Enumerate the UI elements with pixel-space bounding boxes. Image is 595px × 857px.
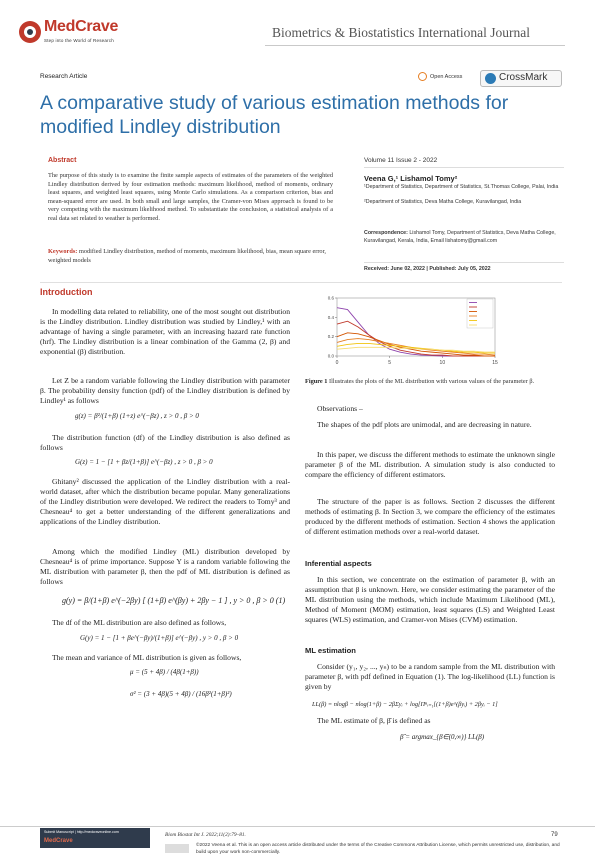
paragraph-ml-estimation: Consider (y₁, y₂, ..., yₙ) to be a random sample from the ML distribution with parameter β, with pdf defined in Equation (1). The log-likelihood (LL) function is given by [305,662,555,691]
intro-paragraph-7: The mean and variance of ML distribution is given as follows, [52,653,242,662]
y-tick-label: 0.2 [327,334,334,340]
volume-issue: Volume 11 Issue 2 - 2022 [364,157,438,164]
inferential-aspects-heading: Inferential aspects [305,559,372,568]
abstract-text: The purpose of this study is to examine the finite sample aspects of estimates of the parameters of the weighted Lindley distribution derived by four estimation methods: maximum likelihood, method of moments, ordinary least squares, and weighted least squares, using Monte Carlo simulations. As a comparison criterion, bias and mean-squared error are used. In both small and large samples, the Cramer-von Mises approach is found to be very competing with the maximum likelihood method. To substantiate the conclusion, a statistical analysis of a real data set related to weather is performed. [48,172,333,222]
y-tick-label: 0.6 [327,295,334,301]
x-tick-label: 5 [388,360,392,366]
header-divider [265,45,565,46]
dates: Received: June 02, 2022 | Published: July 05, 2022 [364,266,491,272]
chart-legend [467,299,493,328]
crossmark-icon [485,73,496,84]
keywords-text: modified Lindley distribution, method of moments, maximum likelihood, bias, mean square error, weighted models [48,248,326,264]
paragraph-structure: The structure of the paper is as follows. Section 2 discusses the different methods of estimating β. In Section 3, we compare the efficiency of the estimates produced by the different methods of estimation. Section 4 shows the application of different estimation methods over a real-world dataset. [305,497,555,536]
paragraph-inferential: In this section, we concentrate on the estimation of parameter β, with an assumption that β is unknown. Here, we consider estimating the parameter of the ML distribution using the methods, which include Maximum Likelihood (ML), Method of Moment (MOM) estimation, least squares (LS) and Weighted Least squares (WLS) estimation, and Cramer-von Mises (CVM) estimation. [305,575,555,624]
keywords [48,248,333,265]
figure-caption-label: Figure 1 [305,378,328,385]
affiliation-2: ²Department of Statistics, Deva Matha College, Kuravilangad, India [364,199,522,205]
abstract-heading: Abstract [48,157,77,164]
figure-caption [305,378,555,387]
equation-ml-df: G(y) = 1 − [1 + βe^(−βy)/(1+β)] e^(−βy) , y > 0 , β > 0 [80,634,239,642]
paragraph-ml-estimate: The ML estimate of β, β̂ is defined as [317,716,431,725]
footer-logo: MedCrave [44,838,73,844]
keywords-label: Keywords: [48,248,78,255]
ml-estimation-heading: ML estimation [305,646,356,655]
open-access-label: Open Access [430,74,463,80]
logo-name[interactable]: MedCrave [44,18,119,35]
article-type: Research Article [40,73,88,80]
figure-caption-text: Illustrates the plots of the ML distribution with various values of the parameter β. [329,378,535,385]
section-divider [40,282,562,283]
x-tick-label: 15 [492,360,498,366]
x-tick-label: 10 [439,360,446,366]
affiliation-1: ¹Department of Statistics, Department of Statistics, St.Thomas College, Palai, India [364,184,559,190]
paragraph-methods-intro: In this paper, we discuss the different methods to estimate the unknown single parameter β of the ML distribution. A simulation study is also conducted to compare the efficiency of different estimators. [305,450,555,479]
figure-1-chart [305,292,555,372]
equation-argmax: β̂ = argmax_{β∈(0,∞)} LL(β) [400,733,485,741]
correspondence [364,230,564,246]
license-text: ©2022 Veena et al. This is an open access article distributed under the terms of the Creative Commons Attribution License, which permits unrestricted use, distribution, and build upon your work non-commercially. [196,843,560,855]
intro-paragraph-6: The df of the ML distribution are also defined as follows, [52,618,227,627]
observations-label: Observations – [317,404,363,413]
correspondence-text[interactable]: Lishamol Tomy, Department of Statistics, Deva Matha College, Kuravilangad, Kerala, India, Email lishatomy@gmail.com [364,230,556,244]
equation-lindley-df: G(z) = 1 − [1 + βz/(1+β)] e^(−βz) , z > 0 , β > 0 [75,458,213,466]
submit-manuscript-link[interactable]: Submit Manuscript | http://medcraveonline.com [44,830,119,834]
article-title: A comparative study of various estimation methods for modified Lindley distribution [40,92,509,138]
intro-paragraph-5: Among which the modified Lindley (ML) distribution developed by Chesneau⁴ is of prime importance. Suppose Y is a random variable following the ML distribution with parameter β, then the pdf of ML distribution is defined as follows [40,547,290,586]
intro-paragraph-4: Ghitany² discussed the application of the Lindley distribution with a real-world dataset, after which the distribution became popular. Many generalizations of the Lindley distribution were developed. We redirect the readers to Tomy³ and Chesneau⁴ to get a better understanding of the different generalizations and applications of the Lindley distribution. [40,477,290,526]
intro-paragraph-1: In modelling data related to reliability, one of the most sought out distribution is the Lindley distribution. Lindley distribution was studied by Lindley,¹ with an advantage of having a single parameter, with an increasing hazard rate function (hrf). The Lindley distribution is a linear combination of the Gamma (2, β) and exponential (β) distribution. [40,307,290,356]
correspondence-label: Correspondence: [364,230,408,236]
equation-mean: μ = (5 + 4β) / (4β(1+β)) [130,668,199,676]
citation: Biom Biostat Int J. 2022;11(2):79–81. [165,832,246,838]
medcrave-logo-icon [18,20,42,44]
y-tick-label: 0.4 [327,314,334,320]
observations-text: The shapes of the pdf plots are unimodal, and are decreasing in nature. [317,420,532,429]
page-number: 79 [551,832,558,838]
open-access-icon [418,72,427,81]
introduction-heading: Introduction [40,287,93,297]
logo-tagline: Step into the World of Research [44,38,114,43]
footer-divider [0,826,595,827]
x-tick-label: 0 [335,360,339,366]
dates-divider [364,262,564,263]
equation-ml-pdf: g(y) = β/(1+β) e^(−2βy) [ (1+β) e^(βy) + 2βy − 1 ] , y > 0 , β > 0 (1) [62,596,286,605]
equation-variance: σ² = (3 + 4β)(5 + 4β) / (16β²(1+β)²) [130,690,232,698]
intro-paragraph-3: The distribution function (df) of the Lindley distribution is also defined as follows [40,433,290,452]
journal-title[interactable]: Biometrics & Biostatistics International Journal [272,25,530,40]
equation-log-likelihood: LL(β) = nlogβ − nlog(1+β) − 2βΣyᵢ + log[Πⁿᵢ₌₁[(1+β)e^(βyᵢ) + 2βyᵢ − 1] [312,701,498,708]
creative-commons-icon [165,844,189,853]
authors: Veena G,¹ Lishamol Tomy² [364,174,458,183]
equation-lindley-pdf: g(z) = β²/(1+β) (1+z) e^(−βz) , z > 0 , β > 0 [75,412,199,420]
crossmark-label: CrossMark [499,72,548,83]
volume-divider [364,167,564,168]
intro-paragraph-2: Let Z be a random variable following the Lindley distribution with parameter β. The probability density function (pdf) of the Lindley distribution is defined by Lindley¹ as follows [40,376,290,405]
y-tick-label: 0.0 [327,353,334,359]
